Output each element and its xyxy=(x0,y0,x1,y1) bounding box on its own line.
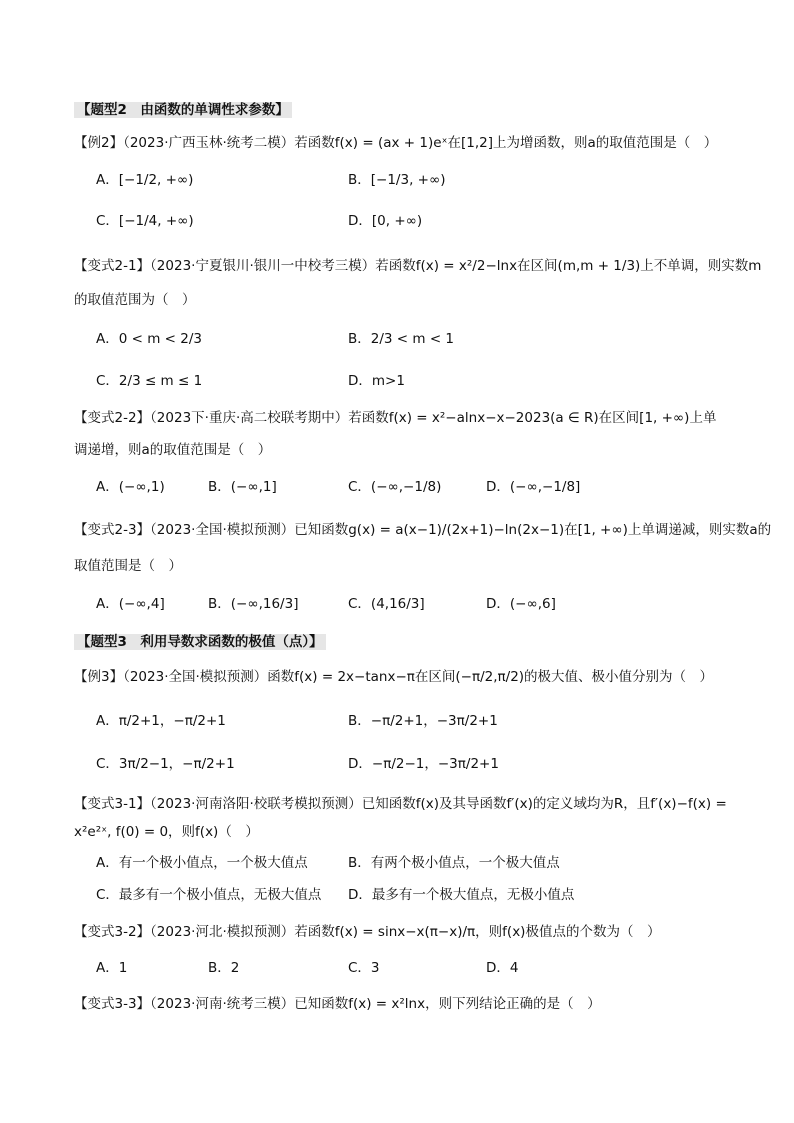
option-d: D．(−∞,−1/8] xyxy=(486,479,581,495)
option-a: A．[−1/2, +∞) xyxy=(96,172,194,188)
option-a: A．1 xyxy=(96,960,128,976)
option-b: B．−π/2+1，−3π/2+1 xyxy=(348,713,498,729)
option-a: A．0 < m < 2/3 xyxy=(96,331,202,347)
option-b: B．(−∞,1] xyxy=(208,479,277,495)
option-c: C．[−1/4, +∞) xyxy=(96,213,194,229)
option-d: D．−π/2−1，−3π/2+1 xyxy=(348,756,499,772)
section-heading xyxy=(74,632,326,652)
section-title: 【题型2 由函数的单调性求参数】 xyxy=(74,102,292,118)
question-stem: 【例2】（2023·广西玉林·统考二模）若函数f(x) = (ax + 1)eˣ在[1,2]上为增函数，则a的取值范围是（ ） xyxy=(74,135,718,151)
option-b: B．2/3 < m < 1 xyxy=(348,331,455,347)
option-a: A．π/2+1，−π/2+1 xyxy=(96,713,226,729)
question-stem: 【变式2-1】（2023·宁夏银川·银川一中校考三模）若函数f(x) = x²/2−lnx在区间(m,m + 1/3)上不单调，则实数m xyxy=(74,258,762,274)
question-stem: 【变式3-3】（2023·河南·统考三模）已知函数f(x) = x²lnx，则下列结论正确的是（ ） xyxy=(74,996,601,1012)
option-c: C．3π/2−1，−π/2+1 xyxy=(96,756,235,772)
option-d: D．[0, +∞) xyxy=(348,213,423,229)
option-b: B．[−1/3, +∞) xyxy=(348,172,446,188)
option-d: D．最多有一个极大值点，无极小值点 xyxy=(348,887,575,903)
question-stem: 【例3】（2023·全国·模拟预测）函数f(x) = 2x−tanx−π在区间(−π/2,π/2)的极大值、极小值分别为（ ） xyxy=(74,669,714,685)
option-a: A．(−∞,1) xyxy=(96,479,165,495)
question-stem-cont: 取值范围是（ ） xyxy=(74,558,182,574)
option-d: D．4 xyxy=(486,960,519,976)
section-title: 【题型3 利用导数求函数的极值（点）】 xyxy=(74,634,326,650)
option-a: A．有一个极小值点，一个极大值点 xyxy=(96,855,308,871)
question-stem-cont: 的取值范围为（ ） xyxy=(74,292,196,308)
option-c: C．3 xyxy=(348,960,380,976)
option-c: C．最多有一个极小值点，无极大值点 xyxy=(96,887,322,903)
question-stem: 【变式2-2】（2023下·重庆·高二校联考期中）若函数f(x) = x²−alnx−x−2023(a ∈ R)在区间[1, +∞)上单 xyxy=(74,410,717,426)
question-stem-cont: x²e²ˣ, f(0) = 0，则f(x)（ ） xyxy=(74,824,259,840)
option-c: C．(4,16/3] xyxy=(348,596,425,612)
question-stem: 【变式3-1】（2023·河南洛阳·校联考模拟预测）已知函数f(x)及其导函数f′(x)的定义域均为R，且f′(x)−f(x) = xyxy=(74,796,727,812)
question-stem: 【变式2-3】（2023·全国·模拟预测）已知函数g(x) = a(x−1)/(2x+1)−ln(2x−1)在[1, +∞)上单调递减，则实数a的 xyxy=(74,522,772,538)
section-heading xyxy=(74,100,292,120)
option-d: D．m>1 xyxy=(348,373,405,389)
option-d: D．(−∞,6] xyxy=(486,596,556,612)
question-stem: 【变式3-2】（2023·河北·模拟预测）若函数f(x) = sinx−x(π−x)/π，则f(x)极值点的个数为（ ） xyxy=(74,924,661,940)
option-c: C．(−∞,−1/8) xyxy=(348,479,442,495)
option-a: A．(−∞,4] xyxy=(96,596,165,612)
question-stem-cont: 调递增，则a的取值范围是（ ） xyxy=(74,442,272,458)
option-b: B．有两个极小值点，一个极大值点 xyxy=(348,855,560,871)
option-b: B．(−∞,16/3] xyxy=(208,596,299,612)
option-b: B．2 xyxy=(208,960,240,976)
option-c: C．2/3 ≤ m ≤ 1 xyxy=(96,373,203,389)
